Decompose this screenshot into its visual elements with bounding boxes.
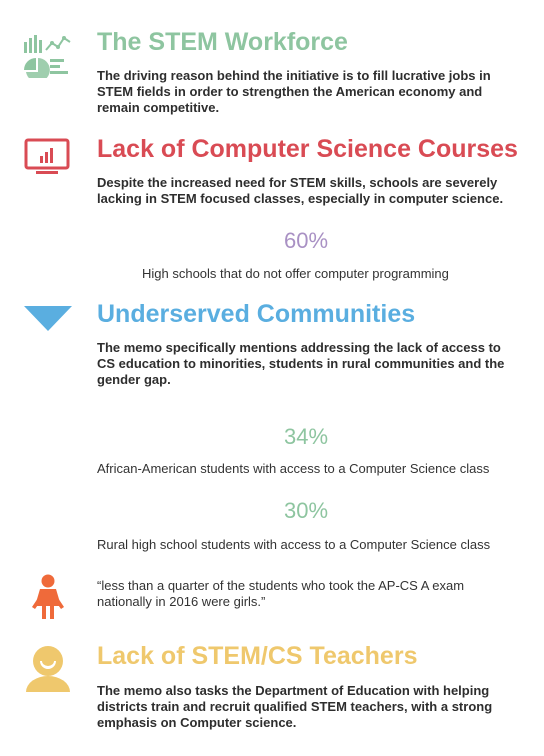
triangle-down-icon [24,306,72,332]
stat-rural: 30% [283,498,329,523]
gender-gap-quote: “less than a quarter of the students who took the AP-CS A exam nationally in 2016 were girls.” [97,578,465,609]
section-text-teachers: The memo also tasks the Department of Education with helping districts train and recruit qualified STEM teachers, with a strong emphasis on Computer science. [97,683,493,730]
section-text-workforce: The driving reason behind the initiative is to fill lucrative jobs in STEM fields in order to strengthen the American economy and remain competitive. [97,68,491,115]
stat-no-programming: 60% [283,228,329,253]
monitor-chart-icon [24,138,70,178]
section-text-courses: Despite the increased need for STEM skills, schools are severely lacking in STEM focused classes, especially in computer science. [97,175,504,206]
analytics-icon [24,32,72,78]
stat-label-no-programming: High schools that do not offer computer programming [142,266,449,281]
section-title-workforce: The STEM Workforce [97,28,348,56]
girl-icon [31,574,65,620]
stat-label-rural: Rural high school students with access to a Computer Science class [97,537,491,552]
section-text-communities: The memo specifically mentions addressing the lack of access to CS education to minorities, students in rural communities and the gender gap. [97,340,505,387]
section-title-teachers: Lack of STEM/CS Teachers [97,642,418,670]
person-icon [24,644,72,692]
stat-african-american: 34% [283,424,329,449]
stat-label-african-american: African-American students with access to a Computer Science class [97,461,490,476]
section-title-communities: Underserved Communities [97,300,416,328]
section-title-courses: Lack of Computer Science Courses [97,135,518,163]
